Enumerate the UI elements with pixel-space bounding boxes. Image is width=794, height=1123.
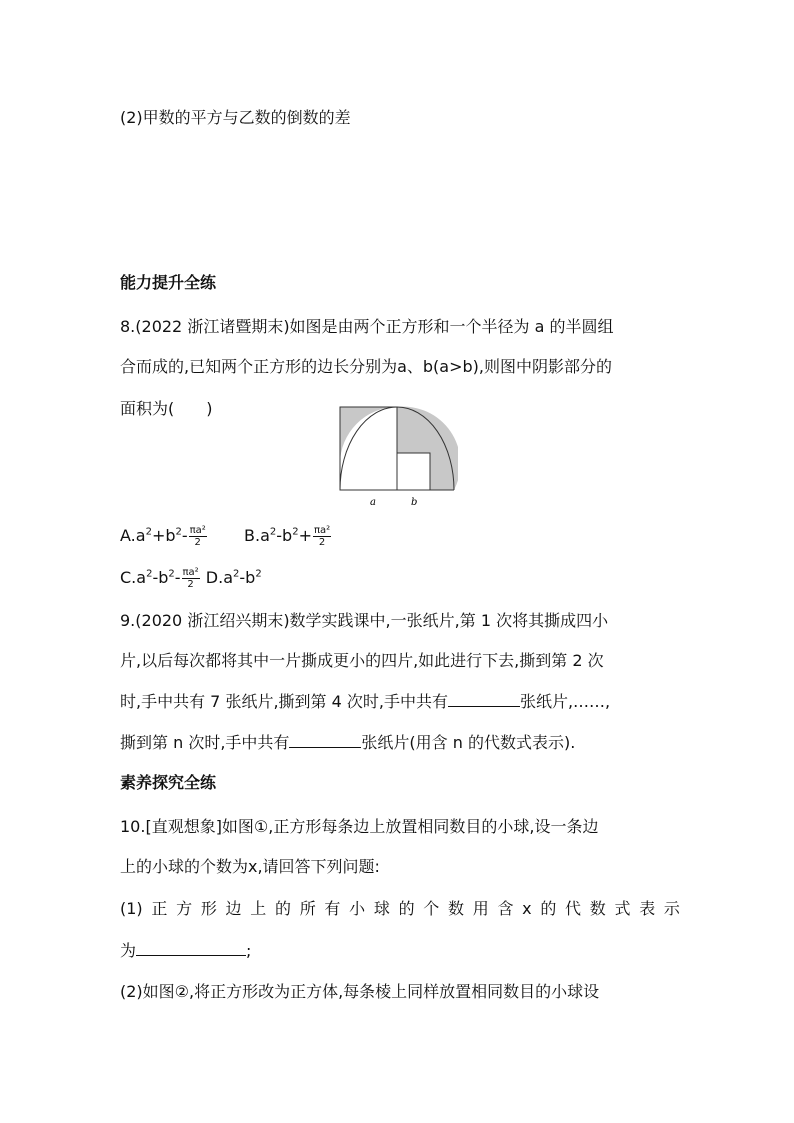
q10-part1-word: 代 bbox=[565, 899, 582, 918]
q9-line4: 撕到第 n 次时,手中共有 张纸片(用含 n 的代数式表示). bbox=[120, 733, 576, 752]
q10-part1-word: 小 bbox=[349, 899, 366, 918]
q10-part1-word: 式 bbox=[614, 899, 631, 918]
q8-figure bbox=[338, 405, 458, 510]
q8-line1: 8.(2022 浙江诸暨期末)如图是由两个正方形和一个半径为 a 的半圆组 bbox=[120, 317, 614, 336]
q9-line3: 时,手中共有 7 张纸片,撕到第 4 次时,手中共有 张纸片,……, bbox=[120, 692, 611, 711]
shaded-region-left bbox=[340, 407, 397, 464]
q8-options-ab bbox=[120, 518, 332, 551]
q10-line1: 10.[直观想象]如图①,正方形每条边上放置相同数目的小球,设一条边 bbox=[120, 817, 599, 836]
option-d[interactable]: $D.a^2-b^2$ bbox=[205, 568, 262, 588]
q10-part1-word: (1) bbox=[120, 899, 143, 918]
q8-options-cd bbox=[120, 560, 262, 593]
q10-part1-word: 的 bbox=[540, 899, 557, 918]
q10-part1-word: 示 bbox=[663, 899, 680, 918]
q10-part1-word: 方 bbox=[176, 899, 193, 918]
section-title-literacy: 素养探究全练 bbox=[120, 773, 217, 792]
q10-part1-word: 表 bbox=[639, 899, 656, 918]
q7-part2: (2)甲数的平方与乙数的倒数的差 bbox=[120, 108, 351, 127]
label-a: a bbox=[370, 497, 376, 508]
q9-blank-2[interactable] bbox=[289, 731, 361, 748]
q9-blank-1[interactable] bbox=[448, 690, 520, 707]
q10-part1-word: 上 bbox=[250, 899, 267, 918]
q10-blank-1[interactable] bbox=[136, 939, 246, 956]
q10-part1-word: x bbox=[522, 899, 532, 918]
q10-part1-word: 边 bbox=[225, 899, 242, 918]
small-square bbox=[397, 453, 430, 490]
q10-part1-line1 bbox=[120, 898, 680, 920]
option-b[interactable]: $B.a^2-b^2+$ $\frac{\text{πa²}}{2}$ bbox=[244, 525, 331, 549]
q8-line3: 面积为( ) bbox=[120, 399, 213, 418]
q10-part1-word: 球 bbox=[373, 899, 390, 918]
section-title-ability: 能力提升全练 bbox=[120, 273, 217, 292]
q10-part1-line2: 为 ; bbox=[120, 941, 252, 960]
option-c[interactable]: $C.a^2-b^2-$ $\frac{\text{πa²}}{2}$ bbox=[120, 567, 199, 591]
q10-line2: 上的小球的个数为x,请回答下列问题: bbox=[120, 857, 380, 876]
q10-part1-word: 所 bbox=[299, 899, 316, 918]
q9-line2: 片,以后每次都将其中一片撕成更小的四片,如此进行下去,撕到第 2 次 bbox=[120, 651, 604, 670]
q10-part1-word: 含 bbox=[497, 899, 514, 918]
q10-part1-word: 正 bbox=[151, 899, 168, 918]
q10-part1-word: 数 bbox=[589, 899, 606, 918]
q9-line1: 9.(2020 浙江绍兴期末)数学实践课中,一张纸片,第 1 次将其撕成四小 bbox=[120, 611, 609, 630]
q10-part1-word: 的 bbox=[274, 899, 291, 918]
q10-part1-word: 用 bbox=[472, 899, 489, 918]
q10-part1-word: 个 bbox=[423, 899, 440, 918]
q10-part1-word: 形 bbox=[200, 899, 217, 918]
q10-part1-word: 有 bbox=[324, 899, 341, 918]
q10-part2: (2)如图②,将正方形改为正方体,每条棱上同样放置相同数目的小球设 bbox=[120, 982, 600, 1001]
q10-part1-word: 数 bbox=[448, 899, 465, 918]
label-b: b bbox=[411, 497, 418, 508]
option-a[interactable]: $A.a^2+b^2-$ $\frac{\text{πa²}}{2}$ bbox=[120, 525, 206, 549]
q8-line2: 合而成的,已知两个正方形的边长分别为a、b(a>b),则图中阴影部分的 bbox=[120, 357, 612, 376]
q10-part1-word: 的 bbox=[398, 899, 415, 918]
